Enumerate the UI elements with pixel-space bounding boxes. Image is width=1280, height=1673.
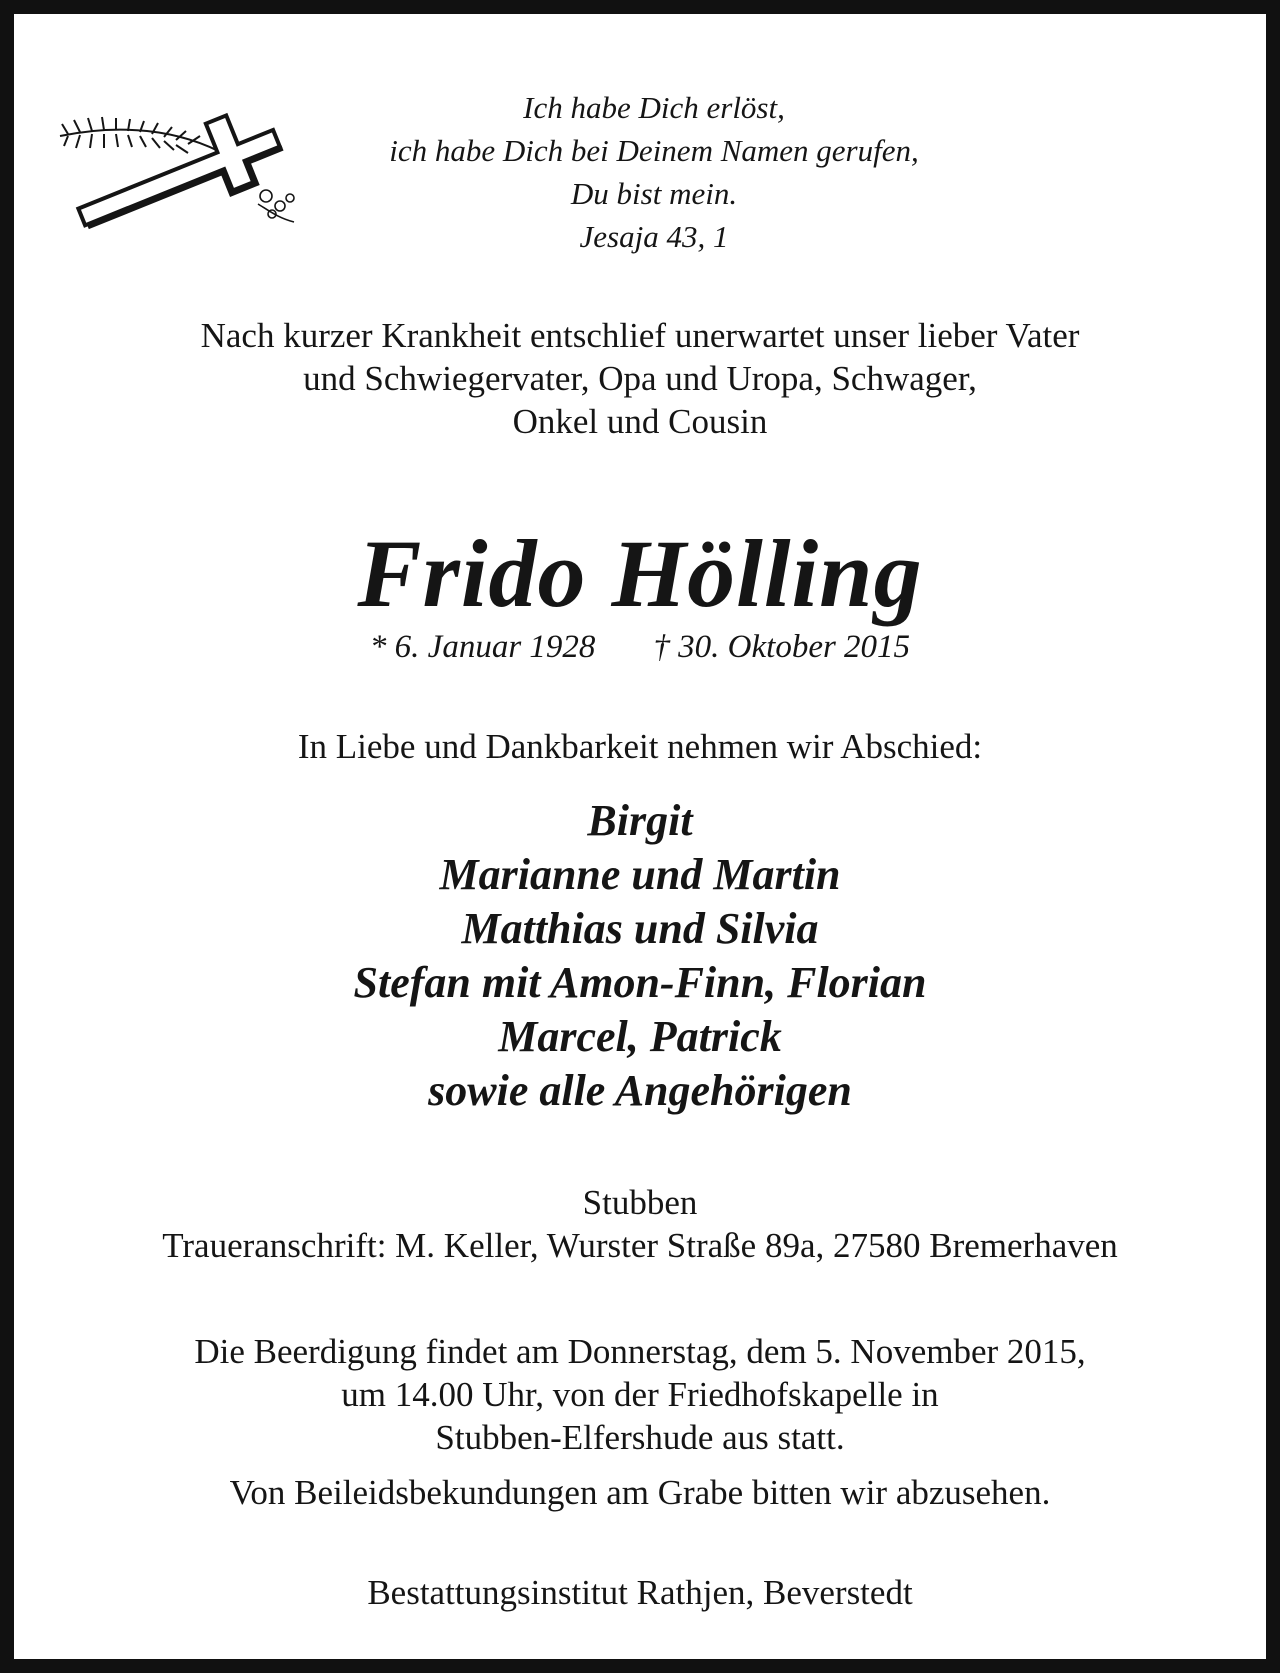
mourner-line: Stefan mit Amon-Finn, Florian [353, 958, 927, 1007]
mourner-line: Marianne und Martin [439, 850, 841, 899]
place-name: Stubben [582, 1183, 698, 1222]
mourner-line: Marcel, Patrick [498, 1012, 782, 1061]
funeral-info [14, 1330, 1266, 1459]
funeral-line: um 14.00 Uhr, von der Friedhofskapelle in [341, 1375, 939, 1414]
funeral-line: Stubben-Elfershude aus statt. [435, 1418, 845, 1457]
verse-line: Du bist mein. [570, 176, 738, 211]
bible-verse [314, 86, 994, 258]
verse-line: Ich habe Dich erlöst, [523, 90, 785, 125]
farewell-line: In Liebe und Dankbarkeit nehmen wir Abschied: [297, 727, 983, 766]
mourning-address: Traueranschrift: M. Keller, Wurster Straße 89a, 27580 Bremerhaven [162, 1226, 1118, 1265]
birth-date: * 6. Januar 1928 [369, 629, 596, 665]
mourner-line: Birgit [587, 796, 693, 845]
intro-line: Nach kurzer Krankheit entschlief unerwartet unser lieber Vater [200, 316, 1080, 355]
death-date: † 30. Oktober 2015 [653, 629, 911, 665]
intro-text [14, 314, 1266, 443]
verse-reference: Jesaja 43, 1 [579, 219, 729, 254]
address-block [14, 1181, 1266, 1267]
cross-with-palm-icon [58, 110, 318, 230]
mourner-line: sowie alle Angehörigen [428, 1066, 852, 1115]
intro-line: und Schwiegervater, Opa und Uropa, Schwager, [303, 359, 977, 398]
mourner-line: Matthias und Silvia [461, 904, 819, 953]
mourners-list [14, 794, 1266, 1118]
intro-line: Onkel und Cousin [512, 402, 768, 441]
condolence-note: Von Beileidsbekundungen am Grabe bitten wir abzusehen. [229, 1473, 1051, 1512]
undertaker-line: Bestattungsinstitut Rathjen, Beverstedt [367, 1573, 913, 1612]
deceased-name: Frido Hölling [357, 520, 923, 627]
verse-line: ich habe Dich bei Deinem Namen gerufen, [389, 133, 919, 168]
life-dates [14, 627, 1266, 667]
funeral-line: Die Beerdigung findet am Donnerstag, dem 5. November 2015, [194, 1332, 1086, 1371]
